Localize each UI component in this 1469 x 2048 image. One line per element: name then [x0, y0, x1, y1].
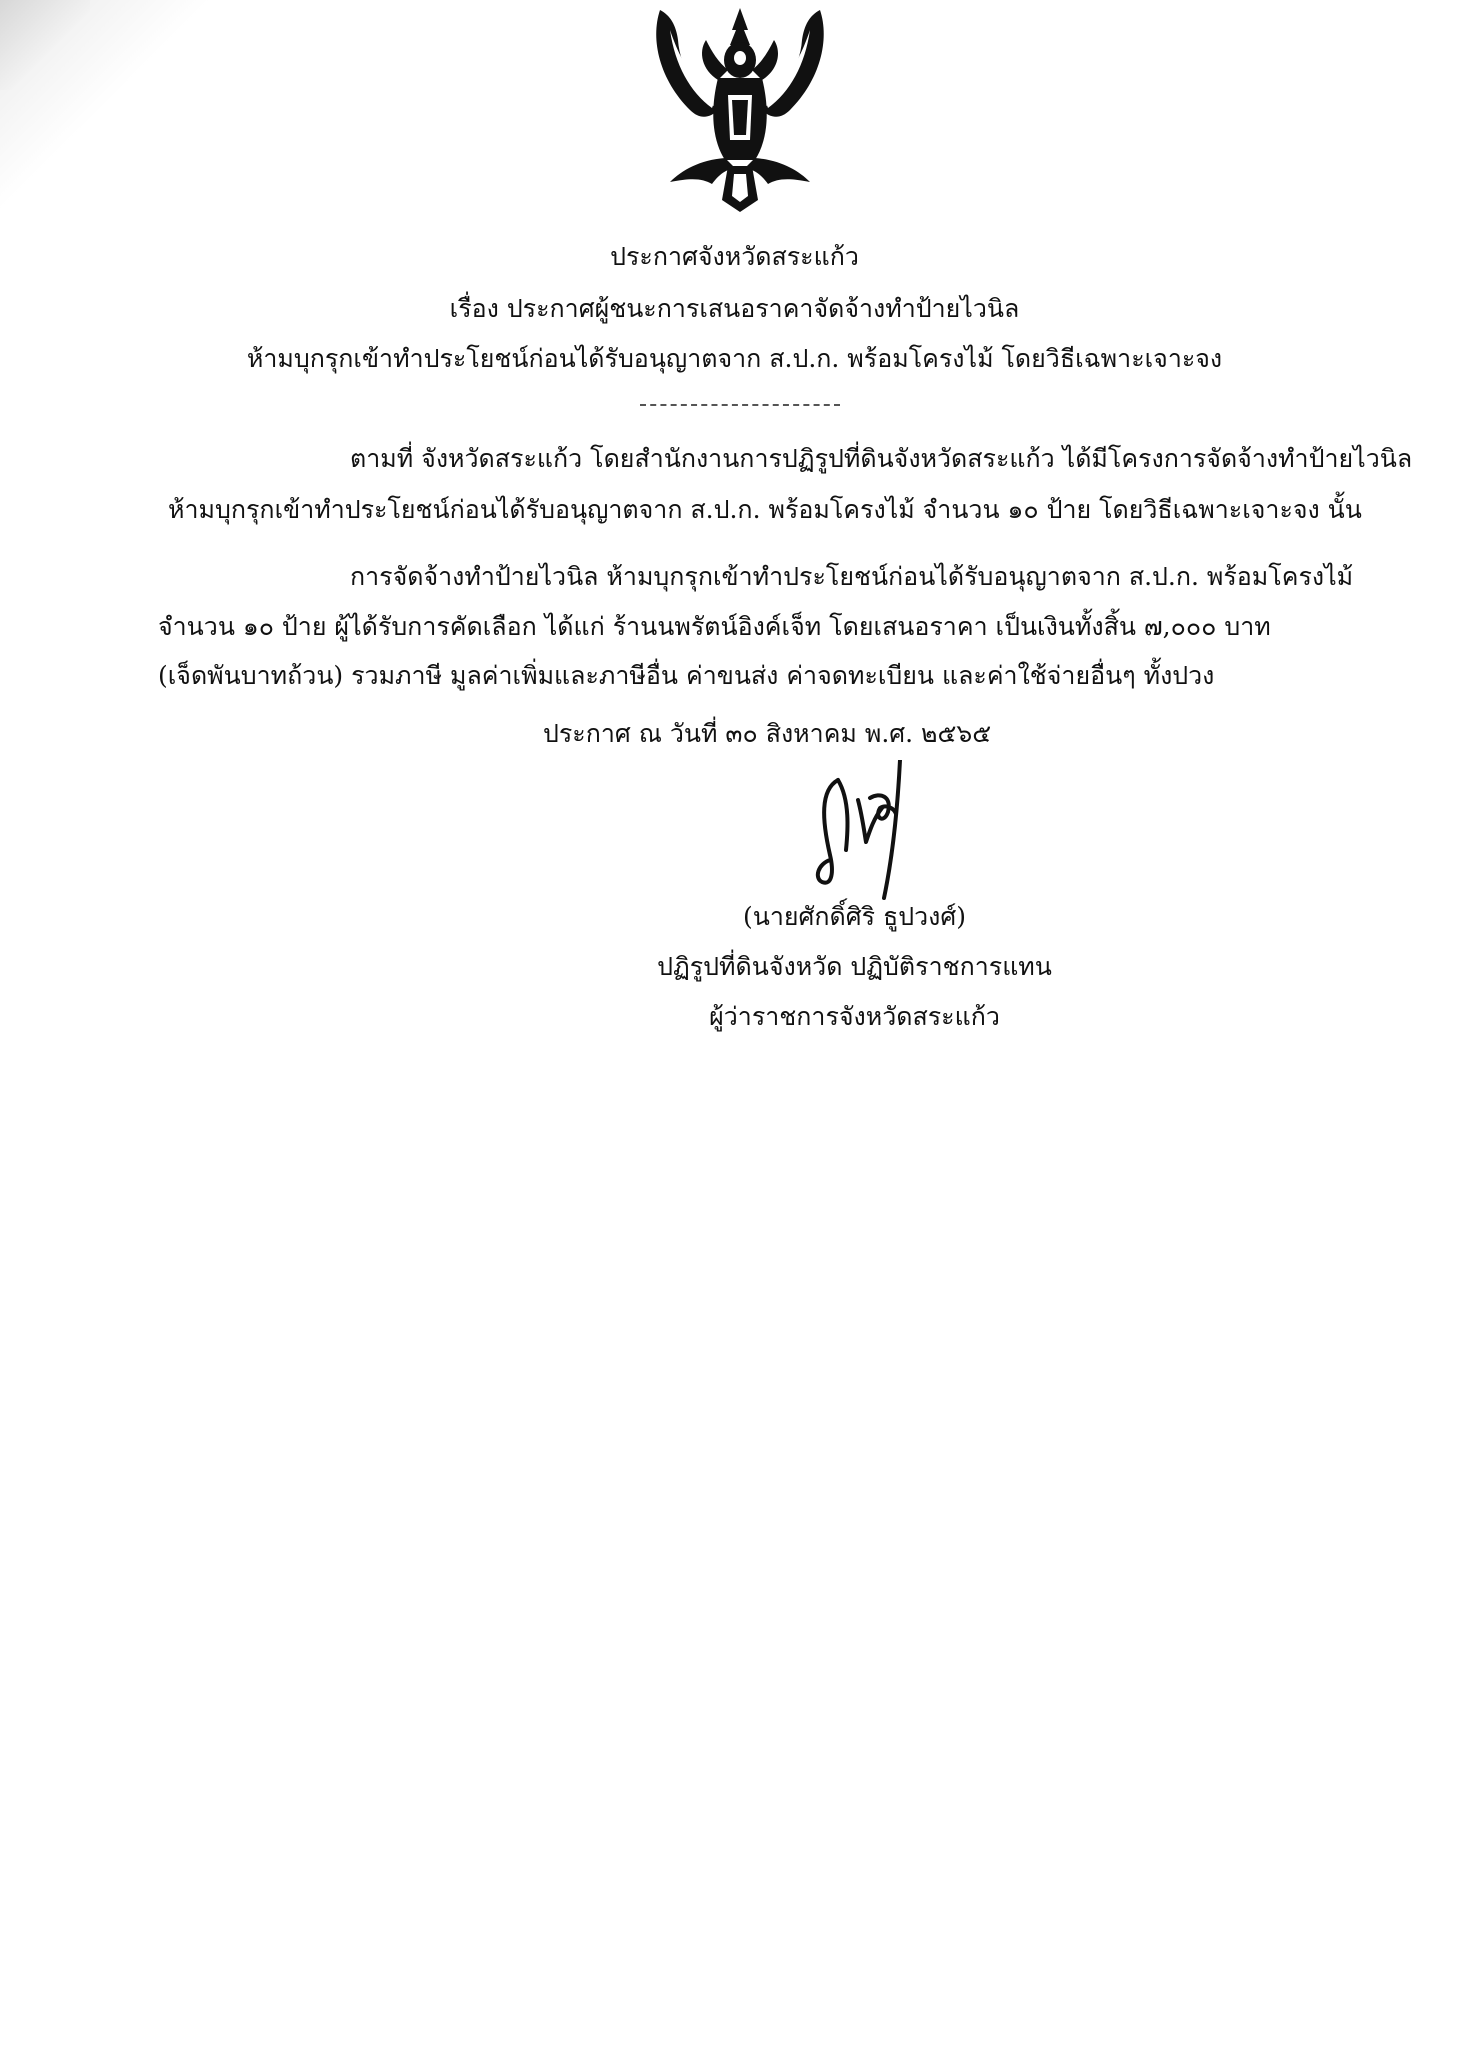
paragraph-2-line-2: จำนวน ๑๐ ป้าย ผู้ได้รับการคัดเลือก ได้แก่ ร้านนพรัตน์อิงค์เจ็ท โดยเสนอราคา เป็นเงินทั้งสิ้น ๗,๐๐๐ บาท	[158, 612, 1271, 641]
paragraph-2-line-3: (เจ็ดพันบาทถ้วน) รวมภาษี มูลค่าเพิ่มและภาษีอื่น ค่าขนส่ง ค่าจดทะเบียน และค่าใช้จ่ายอื่นๆ ทั้งปวง	[158, 661, 1215, 690]
signatory-position: ปฏิรูปที่ดินจังหวัด ปฏิบัติราชการแทน	[657, 952, 1052, 981]
signatory-position-2: ผู้ว่าราชการจังหวัดสระแก้ว	[709, 1002, 1000, 1031]
signature-icon	[800, 760, 930, 910]
announcement-date: ประกาศ ณ วันที่ ๓๐ สิงหาคม พ.ศ. ๒๕๖๕	[543, 719, 992, 748]
announcement-subject-continued: ห้ามบุกรุกเข้าทำประโยชน์ก่อนได้รับอนุญาตจาก ส.ป.ก. พร้อมโครงไม้ โดยวิธีเฉพาะเจาะจง	[246, 344, 1223, 373]
folded-corner	[0, 0, 90, 90]
signatory-name: (นายศักดิ์ศิริ ธูปวงศ์)	[742, 902, 966, 931]
announcement-subject: เรื่อง ประกาศผู้ชนะการเสนอราคาจัดจ้างทำป้ายไวนิล	[449, 294, 1020, 323]
divider	[640, 404, 840, 406]
garuda-emblem-icon	[640, 0, 840, 220]
announcement-title: ประกาศจังหวัดสระแก้ว	[610, 242, 859, 271]
paragraph-1-line-1: ตามที่ จังหวัดสระแก้ว โดยสำนักงานการปฏิรูปที่ดินจังหวัดสระแก้ว ได้มีโครงการจัดจ้างทำป้ายไวนิล	[350, 444, 1413, 473]
paragraph-1-line-2: ห้ามบุกรุกเข้าทำประโยชน์ก่อนได้รับอนุญาตจาก ส.ป.ก. พร้อมโครงไม้ จำนวน ๑๐ ป้าย โดยวิธีเฉพาะเจาะจง นั้น	[168, 495, 1362, 524]
paragraph-2-line-1: การจัดจ้างทำป้ายไวนิล ห้ามบุกรุกเข้าทำประโยชน์ก่อนได้รับอนุญาตจาก ส.ป.ก. พร้อมโครงไม้	[350, 562, 1354, 591]
